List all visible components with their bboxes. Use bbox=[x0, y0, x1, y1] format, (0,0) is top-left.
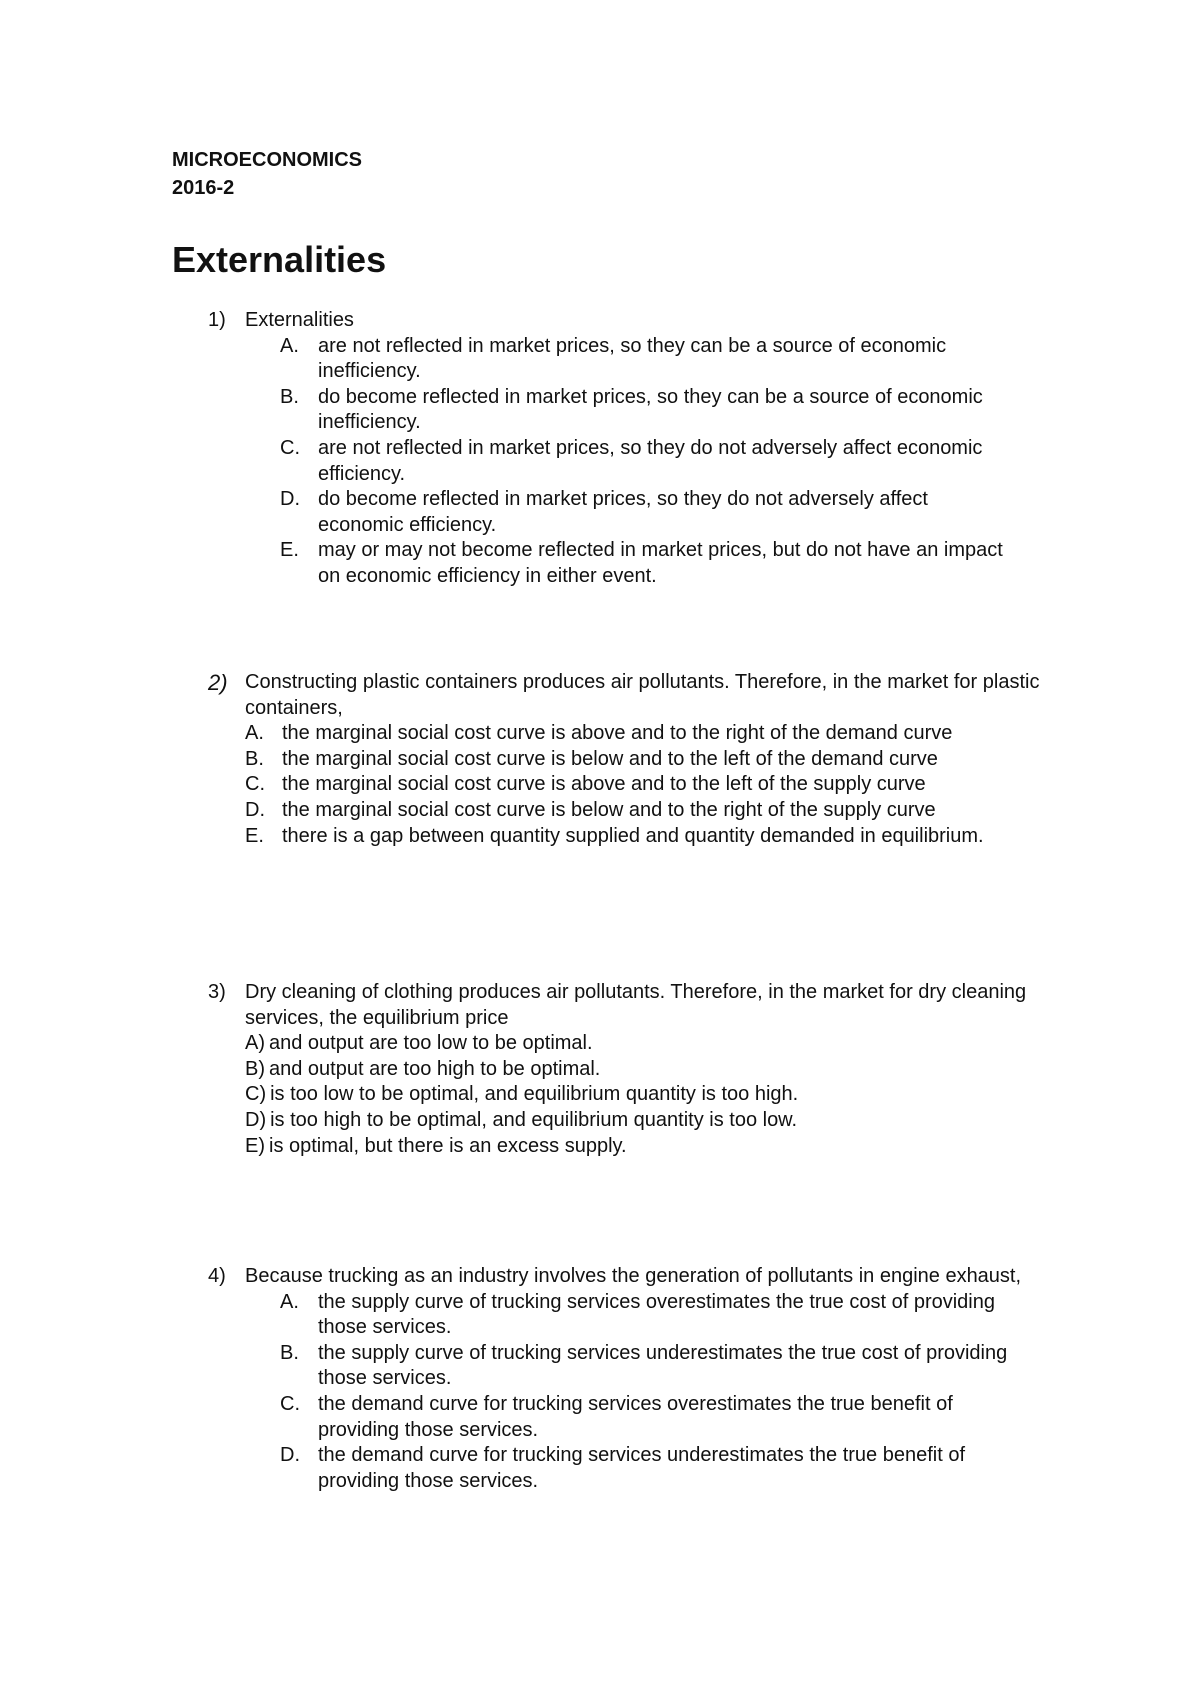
option-text: the demand curve for trucking services overestimates the true benefit of providing those services. bbox=[318, 1392, 953, 1441]
option-text: are not reflected in market prices, so they do not adversely affect economic efficiency. bbox=[318, 436, 983, 485]
option-item bbox=[0, 824, 992, 850]
option-text: the marginal social cost curve is below and to the left of the demand curve bbox=[282, 747, 938, 770]
option-list bbox=[0, 334, 1200, 590]
option-text: the marginal social cost curve is below and to the right of the supply curve bbox=[282, 798, 936, 821]
option-letter: A. bbox=[245, 722, 264, 745]
option-letter: C. bbox=[280, 436, 300, 459]
option-list bbox=[0, 1290, 1200, 1495]
option-list bbox=[0, 1031, 1200, 1159]
option-text: is too high to be optimal, and equilibrium quantity is too low. bbox=[270, 1108, 798, 1131]
option-item bbox=[0, 1108, 1005, 1134]
option-item bbox=[0, 1134, 1005, 1160]
course-term: 2016-2 bbox=[172, 177, 235, 199]
question-stem bbox=[0, 670, 1045, 721]
option-item bbox=[0, 798, 992, 824]
option-letter: E. bbox=[245, 824, 264, 847]
option-letter: D. bbox=[280, 1444, 300, 1467]
question-text: Dry cleaning of clothing produces air pollutants. Therefore, in the market for dry cleaning services, the equilibrium price bbox=[245, 981, 1027, 1029]
option-text: the demand curve for trucking services underestimates the true benefit of providing those services. bbox=[318, 1444, 966, 1492]
question-number: 1) bbox=[208, 309, 226, 331]
option-text: the supply curve of trucking services overestimates the true cost of providing those services. bbox=[318, 1290, 995, 1339]
course-header bbox=[172, 146, 362, 202]
option-item bbox=[0, 1290, 1018, 1341]
option-text: the marginal social cost curve is above and to the right of the demand curve bbox=[282, 722, 953, 745]
option-text: is optimal, but there is an excess supply. bbox=[269, 1134, 627, 1157]
option-letter: B. bbox=[280, 1341, 299, 1364]
question-stem bbox=[0, 1264, 1045, 1290]
option-item bbox=[0, 436, 1018, 487]
option-letter: B. bbox=[245, 747, 264, 770]
option-item bbox=[0, 538, 1018, 589]
option-letter: D. bbox=[245, 798, 265, 821]
option-item bbox=[0, 1392, 1018, 1443]
option-item bbox=[0, 334, 1018, 385]
question-number: 4) bbox=[208, 1265, 226, 1287]
option-text: the supply curve of trucking services underestimates the true cost of providing those services. bbox=[318, 1341, 1008, 1390]
option-list bbox=[0, 721, 1200, 849]
option-item bbox=[0, 385, 1018, 436]
option-letter: D) bbox=[245, 1108, 267, 1131]
option-letter: D. bbox=[280, 488, 300, 511]
option-letter: A) bbox=[245, 1032, 265, 1055]
option-item bbox=[0, 1082, 1005, 1108]
course-name: MICROECONOMICS bbox=[172, 149, 362, 171]
option-text: do become reflected in market prices, so they can be a source of economic inefficiency. bbox=[318, 385, 983, 434]
question-number: 3) bbox=[208, 981, 226, 1003]
option-item bbox=[0, 1341, 1018, 1392]
option-letter: B) bbox=[245, 1057, 265, 1080]
option-letter: E) bbox=[245, 1134, 265, 1157]
option-item bbox=[0, 772, 992, 798]
question-4 bbox=[0, 1264, 1200, 1494]
option-letter: C. bbox=[280, 1392, 300, 1415]
option-text: and output are too high to be optimal. bbox=[269, 1057, 601, 1080]
option-letter: C. bbox=[245, 773, 265, 796]
question-stem bbox=[0, 308, 1045, 334]
page-title: Externalities bbox=[172, 239, 387, 280]
question-3 bbox=[0, 980, 1200, 1159]
option-text: do become reflected in market prices, so they do not adversely affect economic efficiency. bbox=[318, 488, 928, 536]
option-text: is too low to be optimal, and equilibrium quantity is too high. bbox=[270, 1083, 799, 1106]
option-text: the marginal social cost curve is above and to the left of the supply curve bbox=[282, 773, 926, 796]
question-stem bbox=[0, 980, 1045, 1031]
option-text: there is a gap between quantity supplied and quantity demanded in equilibrium. bbox=[282, 824, 984, 847]
option-letter: A. bbox=[280, 1290, 299, 1313]
option-letter: C) bbox=[245, 1083, 267, 1106]
option-item bbox=[0, 1443, 1018, 1494]
question-text: Externalities bbox=[245, 309, 354, 331]
option-item bbox=[0, 747, 992, 773]
option-text: may or may not become reflected in market prices, but do not have an impact on economic efficiency in either event. bbox=[318, 539, 1003, 587]
question-text: Because trucking as an industry involves the generation of pollutants in engine exhaust, bbox=[245, 1265, 1022, 1287]
question-2 bbox=[0, 670, 1200, 849]
option-letter: E. bbox=[280, 539, 299, 562]
question-number: 2) bbox=[208, 670, 228, 695]
option-item bbox=[0, 1057, 1005, 1083]
option-letter: A. bbox=[280, 334, 299, 357]
option-item bbox=[0, 487, 1018, 538]
question-text: Constructing plastic containers produces air pollutants. Therefore, in the market for plastic containers, bbox=[245, 671, 1040, 719]
option-item bbox=[0, 1031, 1005, 1057]
question-1 bbox=[0, 308, 1200, 590]
option-letter: B. bbox=[280, 385, 299, 408]
option-text: and output are too low to be optimal. bbox=[269, 1032, 593, 1055]
option-text: are not reflected in market prices, so they can be a source of economic inefficiency. bbox=[318, 334, 947, 383]
option-item bbox=[0, 721, 992, 747]
